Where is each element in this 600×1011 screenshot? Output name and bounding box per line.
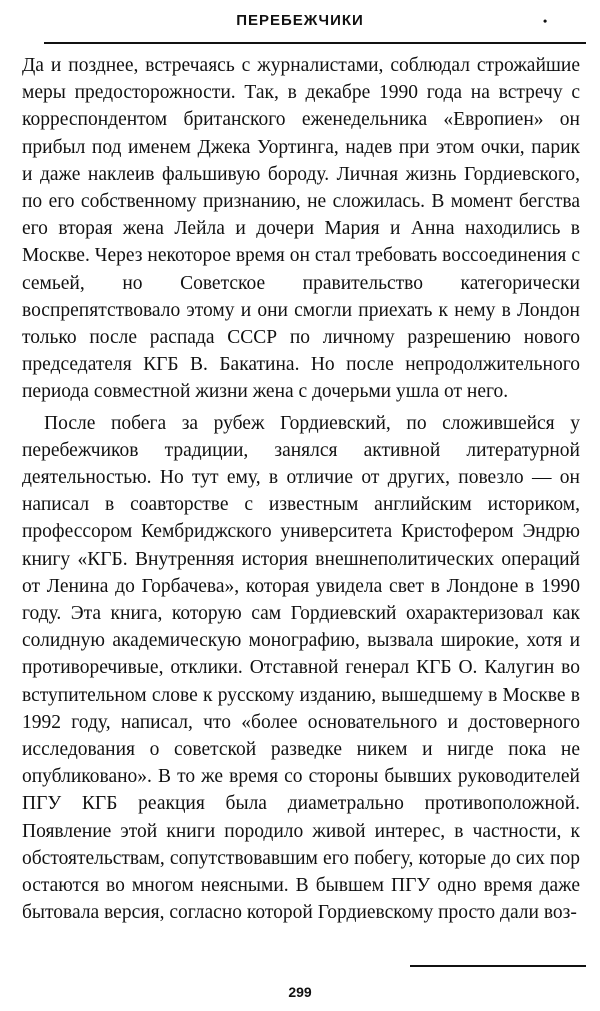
paragraph-2: После побега за рубеж Гордиевский, по сложившейся у перебежчиков традиции, занялся активной литературной деятельностью. Но тут ему, в отличие от других, повезло — он написал в соавторстве с известным английским историком, профессором Кембриджского университета Кристофером Эндрю книгу «КГБ. Внутренняя история внешнеполитических операций от Ленина до Горбачева», которая увидела свет в Лондоне в 1990 году. Эта книга, которую сам Гордиевский охарактеризовал как солидную академическую монографию, вызвала широкие, хотя и противоречивые, отклики. Отставной генерал КГБ О. Калугин во вступительном слове к русскому изданию, вышедшему в Москве в 1992 году, написал, что «более основательного и достоверного исследования о советской разведке никем и нигде пока не опубликовано». В то же время со стороны бывших руководителей ПГУ КГБ реакция была диаметрально противоположной. Появление этой книги породило живой интерес, в частности, к обстоятельствам, сопутствовавшим его побегу, которые до сих пор остаются во многом неясными. В бывшем ПГУ одно время даже бытовала версия, согласно которой Гордиевскому просто дали воз- — [22, 412, 580, 924]
running-head-title: ПЕРЕБЕЖЧИКИ — [236, 12, 364, 29]
body-text — [22, 52, 580, 927]
header-rule — [44, 42, 586, 44]
running-head — [0, 12, 600, 30]
paragraph-1: Да и позднее, встречаясь с журналистами, соблюдал строжайшие меры предосторожности. Так, в декабре 1990 года на встречу с корреспондентом британского еженедельника «Европиен» он прибыл под именем Джека Уортинга, надев при этом очки, парик и даже наклеив фальшивую бороду. Личная жизнь Гордиевского, по его собственному признанию, не сложилась. В момент бегства его вторая жена Лейла и дочери Мария и Анна находились в Москве. Через некоторое время он стал требовать воссоединения с семьей, но Советское правительство категорически воспрепятствовало этому и они смогли приехать к нему в Лондон только после распада СССР по личному разрешению нового председателя КГБ В. Бакатина. Но после непродолжительного периода совместной жизни жена с дочерьми ушла от него. — [22, 55, 580, 403]
page-number: 299 — [288, 984, 312, 1000]
running-head-mark: • — [543, 14, 548, 28]
footer-rule — [410, 965, 586, 967]
